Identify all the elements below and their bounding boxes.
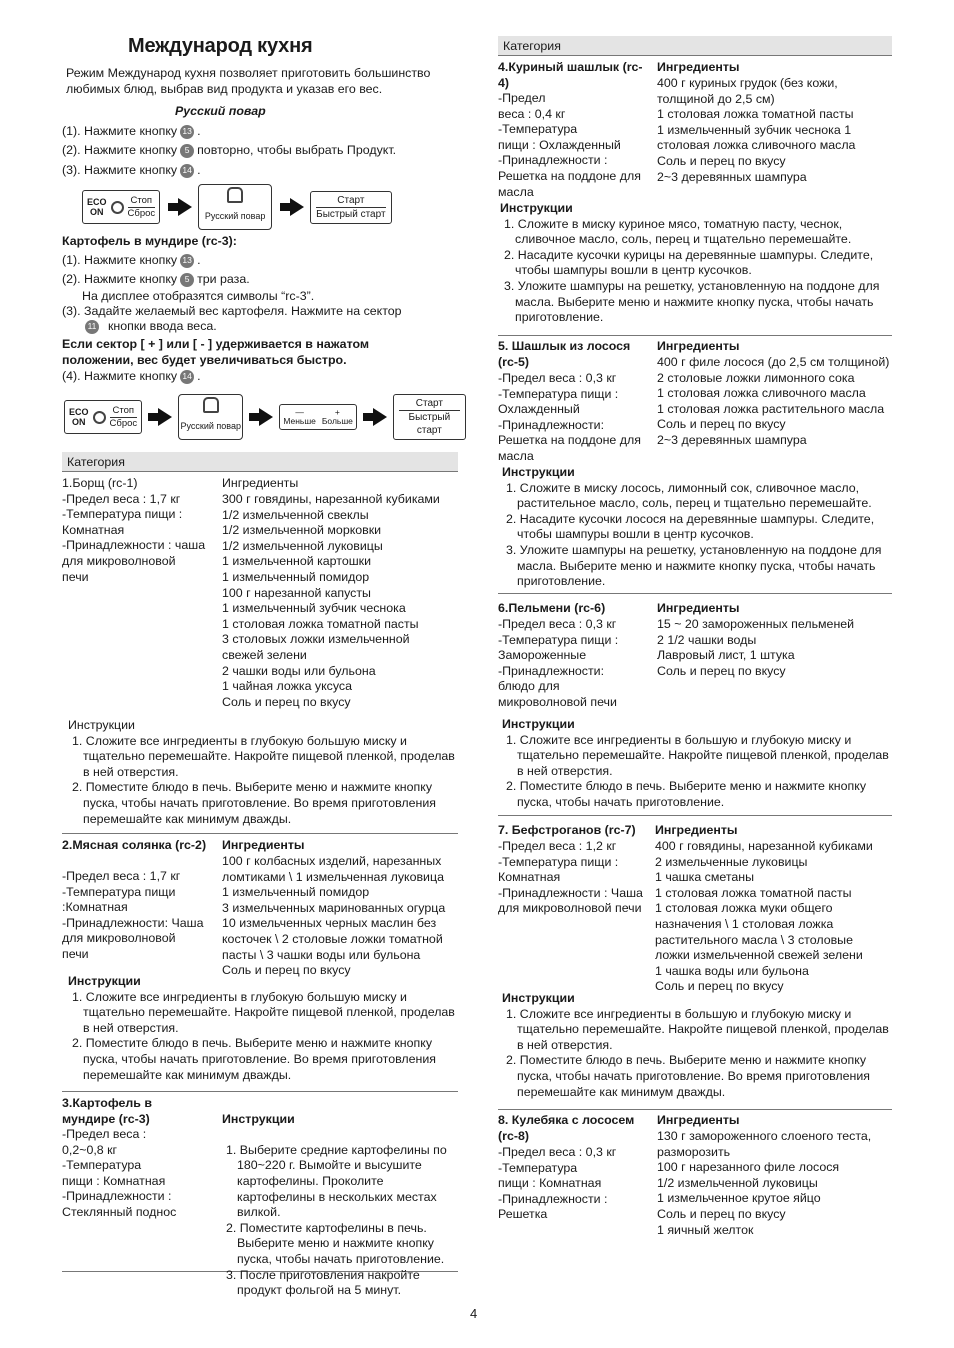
start-button: Старт Быстрый старт bbox=[310, 191, 391, 224]
arrow-right-icon bbox=[178, 198, 192, 216]
recipe-4-instr: Инструкции 1. Сложите в миску куриное мясо, томатную пасту, чеснок, сливочное масло, соль, перец и тщательно перемешайте. 2. Насадите кусочки курицы на деревянные шампуры. Следите, чтобы шампуры вошли в центр кусочков. 3. Уложите шампуры на решетку, установленную на поддоне для масла. Выберите меню и нажмите кнопку пуска, чтобы начать приготовление. bbox=[500, 201, 880, 325]
category-header: Категория bbox=[498, 36, 892, 56]
category-header: Категория bbox=[62, 452, 458, 472]
recipe-3-instr: Инструкции 1. Выберите средние картофелины по 180~220 г. Вымойте и высушите картофелины. Проколите картофелины в нескольких местах вилкой. 2. Поместите картофелины в печь. Выберите меню и нажмите кнопку пуска, чтобы начать приготовление. 3. После приготовления накройте продукт фольгой на 5 минут. bbox=[222, 1111, 447, 1298]
recipe-7 bbox=[498, 818, 892, 1110]
recipe-4-ingredients-head: Ингредиенты bbox=[657, 60, 740, 74]
recipe-1 bbox=[62, 474, 458, 834]
recipe-6 bbox=[498, 596, 892, 816]
recipe-5 bbox=[498, 338, 892, 594]
steps-c bbox=[62, 367, 458, 387]
recipe-6-ingredients: 15 ~ 20 замороженных пельменей 2 1/2 чашки воды Лавровый лист, 1 штука Соль и перец по вкусу bbox=[657, 617, 855, 678]
recipe-1-instr: Инструкции 1. Сложите все ингредиенты в глубокую большую миску и тщательно перемешайте. Накройте пищевой пленкой, проделав в ней отверстия. 2. Поместите блюдо в печь. Выберите меню и нажмите кнопку пуска, чтобы начать приготовление. Во время приготовления перемешайте как минимум дважды. bbox=[68, 718, 455, 826]
intro-text: Режим Международ кухня позволяет приготовить большинство любимых блюд, выбрав вид продукта и указав его вес. bbox=[66, 66, 431, 96]
recipe-4-info: -Предел веса : 0,4 кг -Температура пищи : Охлажденный -Принадлежности : Решетка на поддоне для масла bbox=[498, 91, 641, 199]
recipe-1-info: 1.Борщ (rc-1) -Предел веса : 1,7 кг -Температура пищи : Комнатная -Принадлежности : чаша для микроволновой печи bbox=[62, 476, 206, 584]
recipe-7-ingredients-head: Ингредиенты bbox=[655, 823, 738, 837]
eco-dial-icon bbox=[93, 411, 106, 424]
arrow-right-icon bbox=[373, 408, 387, 426]
button-number-icon: 14 bbox=[180, 164, 194, 178]
recipe-3-title: 3.Картофель в мундире (rc-3) bbox=[62, 1096, 152, 1126]
recipe-1-ingredients-head: Ингредиенты bbox=[222, 476, 299, 490]
recipe-2-info: -Предел веса : 1,7 кг -Температура пищи :Комнатная -Принадлежности: Чаша для микроволновой печи bbox=[62, 869, 204, 961]
recipe-1-ingredients: 300 г говядины, нарезанной кубиками 1/2 измельченной свеклы 1/2 измельченной морковки 1/2 измельченной луковицы 1 измельченной картошки 1 измельченный помидор 100 г нарезанной капусты 1 измельченный зубчик чеснока 1 столовая ложка томатной пасты 3 столовых ложки измельченной свежей зелени 2 чашки воды или бульона 1 чайная ложка уксуса Соль и перец по вкусу bbox=[222, 492, 440, 709]
step-b2: (2). Нажмите кнопку 5 три раза. bbox=[62, 272, 250, 287]
steps-a bbox=[62, 122, 458, 181]
recipe-8-ingredients-head: Ингредиенты bbox=[657, 1113, 740, 1127]
recipe-7-title: 7. Бефстроганов (rc-7) bbox=[498, 823, 636, 837]
eco-stop-panel bbox=[64, 400, 142, 434]
recipe-2-instr: Инструкции 1. Сложите все ингредиенты в глубокую большую миску и тщательно перемешайте. Накройте пищевой пленкой, проделав в ней отверстия. 2. Поместите блюдо в печь. Выберите меню и нажмите кнопку пуска, чтобы начать приготовление. Во время приготовления перемешайте как минимум дважды. bbox=[68, 974, 455, 1082]
hold-note: Если сектор [ + ] или [ - ] удерживается в нажатом положении, вес будет увеличиваться быстро. bbox=[62, 337, 370, 367]
eco-stop-panel bbox=[82, 190, 160, 224]
chef-hat-icon bbox=[227, 187, 243, 203]
recipe-5-info: -Предел веса : 0,3 кг -Температура пищи : Охлажденный -Принадлежности: Решетка на поддоне для масла bbox=[498, 371, 641, 463]
recipe-5-ingredients-head: Ингредиенты bbox=[657, 339, 740, 353]
step-a1: (1). Нажмите кнопку 13 . bbox=[62, 123, 201, 138]
step-a3: (3). Нажмите кнопку 14 . bbox=[62, 162, 201, 177]
step-b1: (1). Нажмите кнопку 13 . bbox=[62, 252, 201, 267]
step-b3: (3). Задайте желаемый вес картофеля. Нажмите на сектор bbox=[62, 304, 402, 318]
recipe-7-instr: Инструкции 1. Сложите все ингредиенты в большую и глубокую миску и тщательно перемешайте. Накройте пищевой пленкой, проделав в ней отверстия. 2. Поместите блюдо в печь. Выберите меню и нажмите кнопку пуска, чтобы начать приготовление. Во время приготовления перемешайте как минимум дважды. bbox=[502, 991, 889, 1099]
display-note: На дисплее отобразятся символы “rc-3”. bbox=[82, 289, 315, 303]
button-number-icon: 11 bbox=[85, 320, 99, 334]
stop-reset-label: Стоп Сброс bbox=[127, 194, 156, 219]
recipe-3 bbox=[62, 1094, 458, 1298]
recipe-2-ingredients-head: Ингредиенты bbox=[222, 838, 305, 852]
recipe-8 bbox=[498, 1112, 892, 1242]
chef-hat-icon bbox=[203, 397, 219, 413]
recipe-2-ingredients: 100 г колбасных изделий, нарезанных ломтиками \ 1 измельченная луковица 1 измельченный помидор 3 измельченных маринованных огурца 10 измельченных черных маслин без косточек \ 2 столовые ложки томатной пасты \ 3 чашки воды или бульона Соль и перец по вкусу bbox=[222, 854, 446, 978]
potato-heading: Картофель в мундире (rc-3): bbox=[62, 234, 237, 248]
button-number-icon: 5 bbox=[180, 144, 194, 158]
recipe-8-title: 8. Кулебяка с лососем (rc-8) bbox=[498, 1113, 635, 1143]
russian-chef-button: Русский повар bbox=[198, 184, 272, 230]
step-b4: (4). Нажмите кнопку 14 . bbox=[62, 368, 201, 383]
recipe-8-ingredients: 130 г замороженного слоеного теста, разморозить 100 г нарезанного филе лосося 1/2 измельченной луковицы 1 измельченное крутое яйцо Соль и перец по вкусу 1 яичный желток bbox=[657, 1129, 872, 1237]
step-b3-cont: 11 кнопки ввода веса. bbox=[82, 319, 217, 335]
eco-dial-icon bbox=[111, 201, 124, 214]
arrow-right-icon bbox=[259, 408, 273, 426]
russian-chef-button: Русский повар bbox=[178, 394, 243, 440]
panel-diagram-2 bbox=[64, 394, 466, 440]
page-number: 4 bbox=[470, 1306, 478, 1321]
recipe-2 bbox=[62, 836, 458, 1092]
recipe-3-info: -Предел веса : 0,2~0,8 кг -Температура пищи : Комнатная -Принадлежности : Стеклянный поднос bbox=[62, 1127, 177, 1219]
page-title: Международ кухня bbox=[128, 35, 313, 57]
recipe-6-title: 6.Пельмени (rc-6) bbox=[498, 601, 606, 615]
stop-reset-label: Стоп Сброс bbox=[109, 404, 138, 429]
button-number-icon: 5 bbox=[180, 273, 194, 287]
button-number-icon: 14 bbox=[180, 370, 194, 384]
recipe-5-instr: Инструкции 1. Сложите в миску лосось, лимонный сок, сливочное масло, растительное масло, соль, перец и тщательно перемешайте. 2. Насадите кусочки лосося на деревянные шампуры. Следите, чтобы шампуры вошли в центр кусочков. 3. Уложите шампуры на решетку, установленную на поддоне для масла. Выберите меню и нажмите кнопку пуска, чтобы начать приготовление. bbox=[502, 465, 882, 589]
recipe-2-title: 2.Мясная солянка (rc-2) bbox=[62, 838, 207, 852]
recipe-5-ingredients: 400 г филе лосося (до 2,5 см толщиной) 2 столовые ложки лимонного сока 1 столовая ложка сливочного масла 1 столовая ложка растительного масла Соль и перец по вкусу 2~3 деревянных шампура bbox=[657, 355, 890, 447]
recipe-4 bbox=[498, 58, 892, 336]
arrow-right-icon bbox=[290, 198, 304, 216]
mode-subtitle: Русский повар bbox=[175, 104, 266, 118]
recipe-7-ingredients: 400 г говядины, нарезанной кубиками 2 измельченные луковицы 1 чашка сметаны 1 столовая ложка томатной пасты 1 столовая ложка муки общего назначения \ 1 столовая ложка растительного масла \ 3 столовые ложки измельченной свежей зелени 1 чашка воды или бульона Соль и перец по вкусу bbox=[655, 839, 873, 994]
recipe-6-instr: Инструкции 1. Сложите все ингредиенты в большую и глубокую миску и тщательно перемешайте. Накройте пищевой пленкой, проделав в ней отверстия. 2. Поместите блюдо в печь. Выберите меню и нажмите кнопку пуска, чтобы начать приготовление. bbox=[502, 717, 889, 809]
panel-diagram-1 bbox=[82, 184, 392, 230]
button-number-icon: 13 bbox=[180, 254, 194, 268]
recipe-5-title: 5. Шашлык из лосося (rc-5) bbox=[498, 339, 631, 369]
weight-buttons: — Меньше + Больше bbox=[279, 404, 357, 430]
steps-b bbox=[62, 251, 458, 290]
button-number-icon: 13 bbox=[180, 125, 194, 139]
eco-label: ECO ON bbox=[69, 407, 89, 427]
step-a2: (2). Нажмите кнопку 5 повторно, чтобы выбрать Продукт. bbox=[62, 143, 397, 158]
recipe-4-title: 4.Куриный шашлык (rc-4) bbox=[498, 60, 643, 90]
eco-label: ECO ON bbox=[87, 197, 107, 217]
recipe-7-info: -Предел веса : 1,2 кг -Температура пищи : Комнатная -Принадлежности : Чаша для микроволновой печи bbox=[498, 839, 643, 916]
recipe-8-info: -Предел веса : 0,3 кг -Температура пищи : Комнатная -Принадлежности : Решетка bbox=[498, 1145, 617, 1222]
recipe-6-info: -Предел веса : 0,3 кг -Температура пищи : Замороженные -Принадлежности: блюдо для микроволновой печи bbox=[498, 617, 619, 709]
start-button: Старт Быстрый старт bbox=[393, 394, 466, 440]
recipe-4-ingredients: 400 г куриных грудок (без кожи, толщиной до 2,5 см) 1 столовая ложка томатной пасты 1 измельченный зубчик чеснока 1 столовая ложка сливочного масла Соль и перец по вкусу 2~3 деревянных шампура bbox=[657, 76, 856, 184]
recipe-6-ingredients-head: Ингредиенты bbox=[657, 601, 740, 615]
arrow-right-icon bbox=[158, 408, 172, 426]
